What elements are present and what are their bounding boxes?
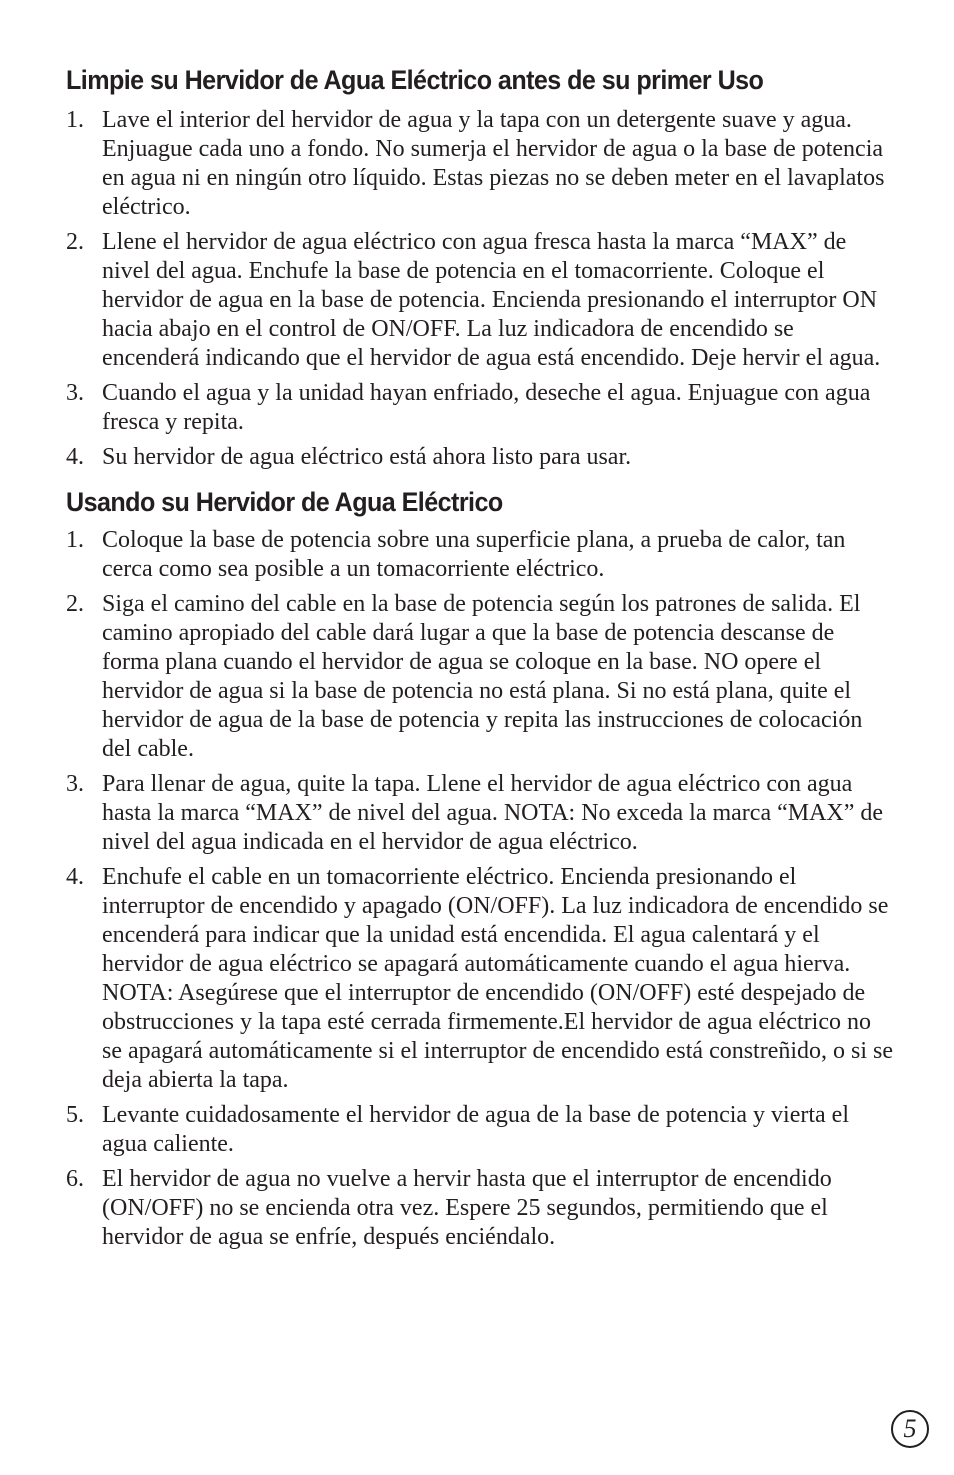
step-number: 3. [66, 380, 84, 406]
step-number: 1. [66, 107, 84, 133]
step-text: Enchufe el cable en un tomacorriente eléctrico. Encienda presionando el interruptor de encendido y apagado (ON/OFF). La luz indicadora de encendido se encenderá para indicar que la unidad está encendida. El agua calentará y el hervidor de agua eléctrico se apagará automáticamente cuando el agua hierva. NOTA: Asegúrese que el interruptor de encendido (ON/OFF) esté despejado de obstrucciones y la tapa esté cerrada firmemente.El hervidor de agua eléctrico no se apagará automáticamente si el interruptor de encendido está constreñido, o si se deja abierta la tapa. [102, 864, 894, 1093]
list-item [66, 379, 896, 437]
step-text: Su hervidor de agua eléctrico está ahora listo para usar. [102, 444, 632, 470]
step-number: 4. [66, 864, 84, 890]
list-item [66, 863, 896, 1095]
step-number: 5. [66, 1102, 84, 1128]
section-heading-cleaning: Limpie su Hervidor de Agua Eléctrico antes de su primer Uso [66, 65, 764, 95]
list-item [66, 526, 896, 584]
usage-steps-list [66, 526, 896, 1252]
list-item [66, 590, 896, 764]
step-text: Siga el camino del cable en la base de potencia según los patrones de salida. El camino apropiado del cable dará lugar a que la base de potencia descanse de forma plana cuando el hervidor de agua se coloque en la base. NO opere el hervidor de agua si la base de potencia no está plana. Si no está plana, quite el hervidor de agua de la base de potencia y repita las instrucciones de colocación del cable. [102, 591, 863, 762]
step-text: El hervidor de agua no vuelve a hervir hasta que el interruptor de encendido (ON/OFF) no se encienda otra vez. Espere 25 segundos, permitiendo que el hervidor de agua se enfríe, después enciéndalo. [102, 1166, 832, 1250]
step-number: 3. [66, 771, 84, 797]
step-number: 1. [66, 527, 84, 553]
list-item [66, 1101, 896, 1159]
cleaning-steps-list [66, 106, 896, 472]
step-number: 4. [66, 444, 84, 470]
list-item [66, 443, 896, 472]
step-text: Llene el hervidor de agua eléctrico con agua fresca hasta la marca “MAX” de nivel del agua. Enchufe la base de potencia en el tomacorriente. Coloque el hervidor de agua en la base de potencia. Encienda presionando el interruptor ON hacia abajo en el control de ON/OFF. La luz indicadora de encendido se encenderá indicando que el hervidor de agua está encendido. Deje hervir el agua. [102, 229, 881, 371]
step-text: Coloque la base de potencia sobre una superficie plana, a prueba de calor, tan cerca como sea posible a un tomacorriente eléctrico. [102, 527, 846, 582]
step-text: Cuando el agua y la unidad hayan enfriado, deseche el agua. Enjuague con agua fresca y repita. [102, 380, 871, 435]
step-number: 6. [66, 1166, 84, 1192]
list-item [66, 228, 896, 373]
list-item [66, 770, 896, 857]
manual-page [66, 62, 896, 1258]
step-number: 2. [66, 229, 84, 255]
section-heading-usage: Usando su Hervidor de Agua Eléctrico [66, 487, 503, 517]
step-text: Lave el interior del hervidor de agua y la tapa con un detergente suave y agua. Enjuague cada uno a fondo. No sumerja el hervidor de agua o la base de potencia en agua ni en ningún otro líquido. Estas piezas no se deben meter en el lavaplatos eléctrico. [102, 107, 885, 220]
step-text: Para llenar de agua, quite la tapa. Llene el hervidor de agua eléctrico con agua hasta la marca “MAX” de nivel del agua. NOTA: No exceda la marca “MAX” de nivel del agua indicada en el hervidor de agua eléctrico. [102, 771, 884, 855]
page-number-badge: 5 [891, 1410, 929, 1448]
step-text: Levante cuidadosamente el hervidor de agua de la base de potencia y vierta el agua caliente. [102, 1102, 849, 1157]
list-item [66, 1165, 896, 1252]
list-item [66, 106, 896, 222]
step-number: 2. [66, 591, 84, 617]
